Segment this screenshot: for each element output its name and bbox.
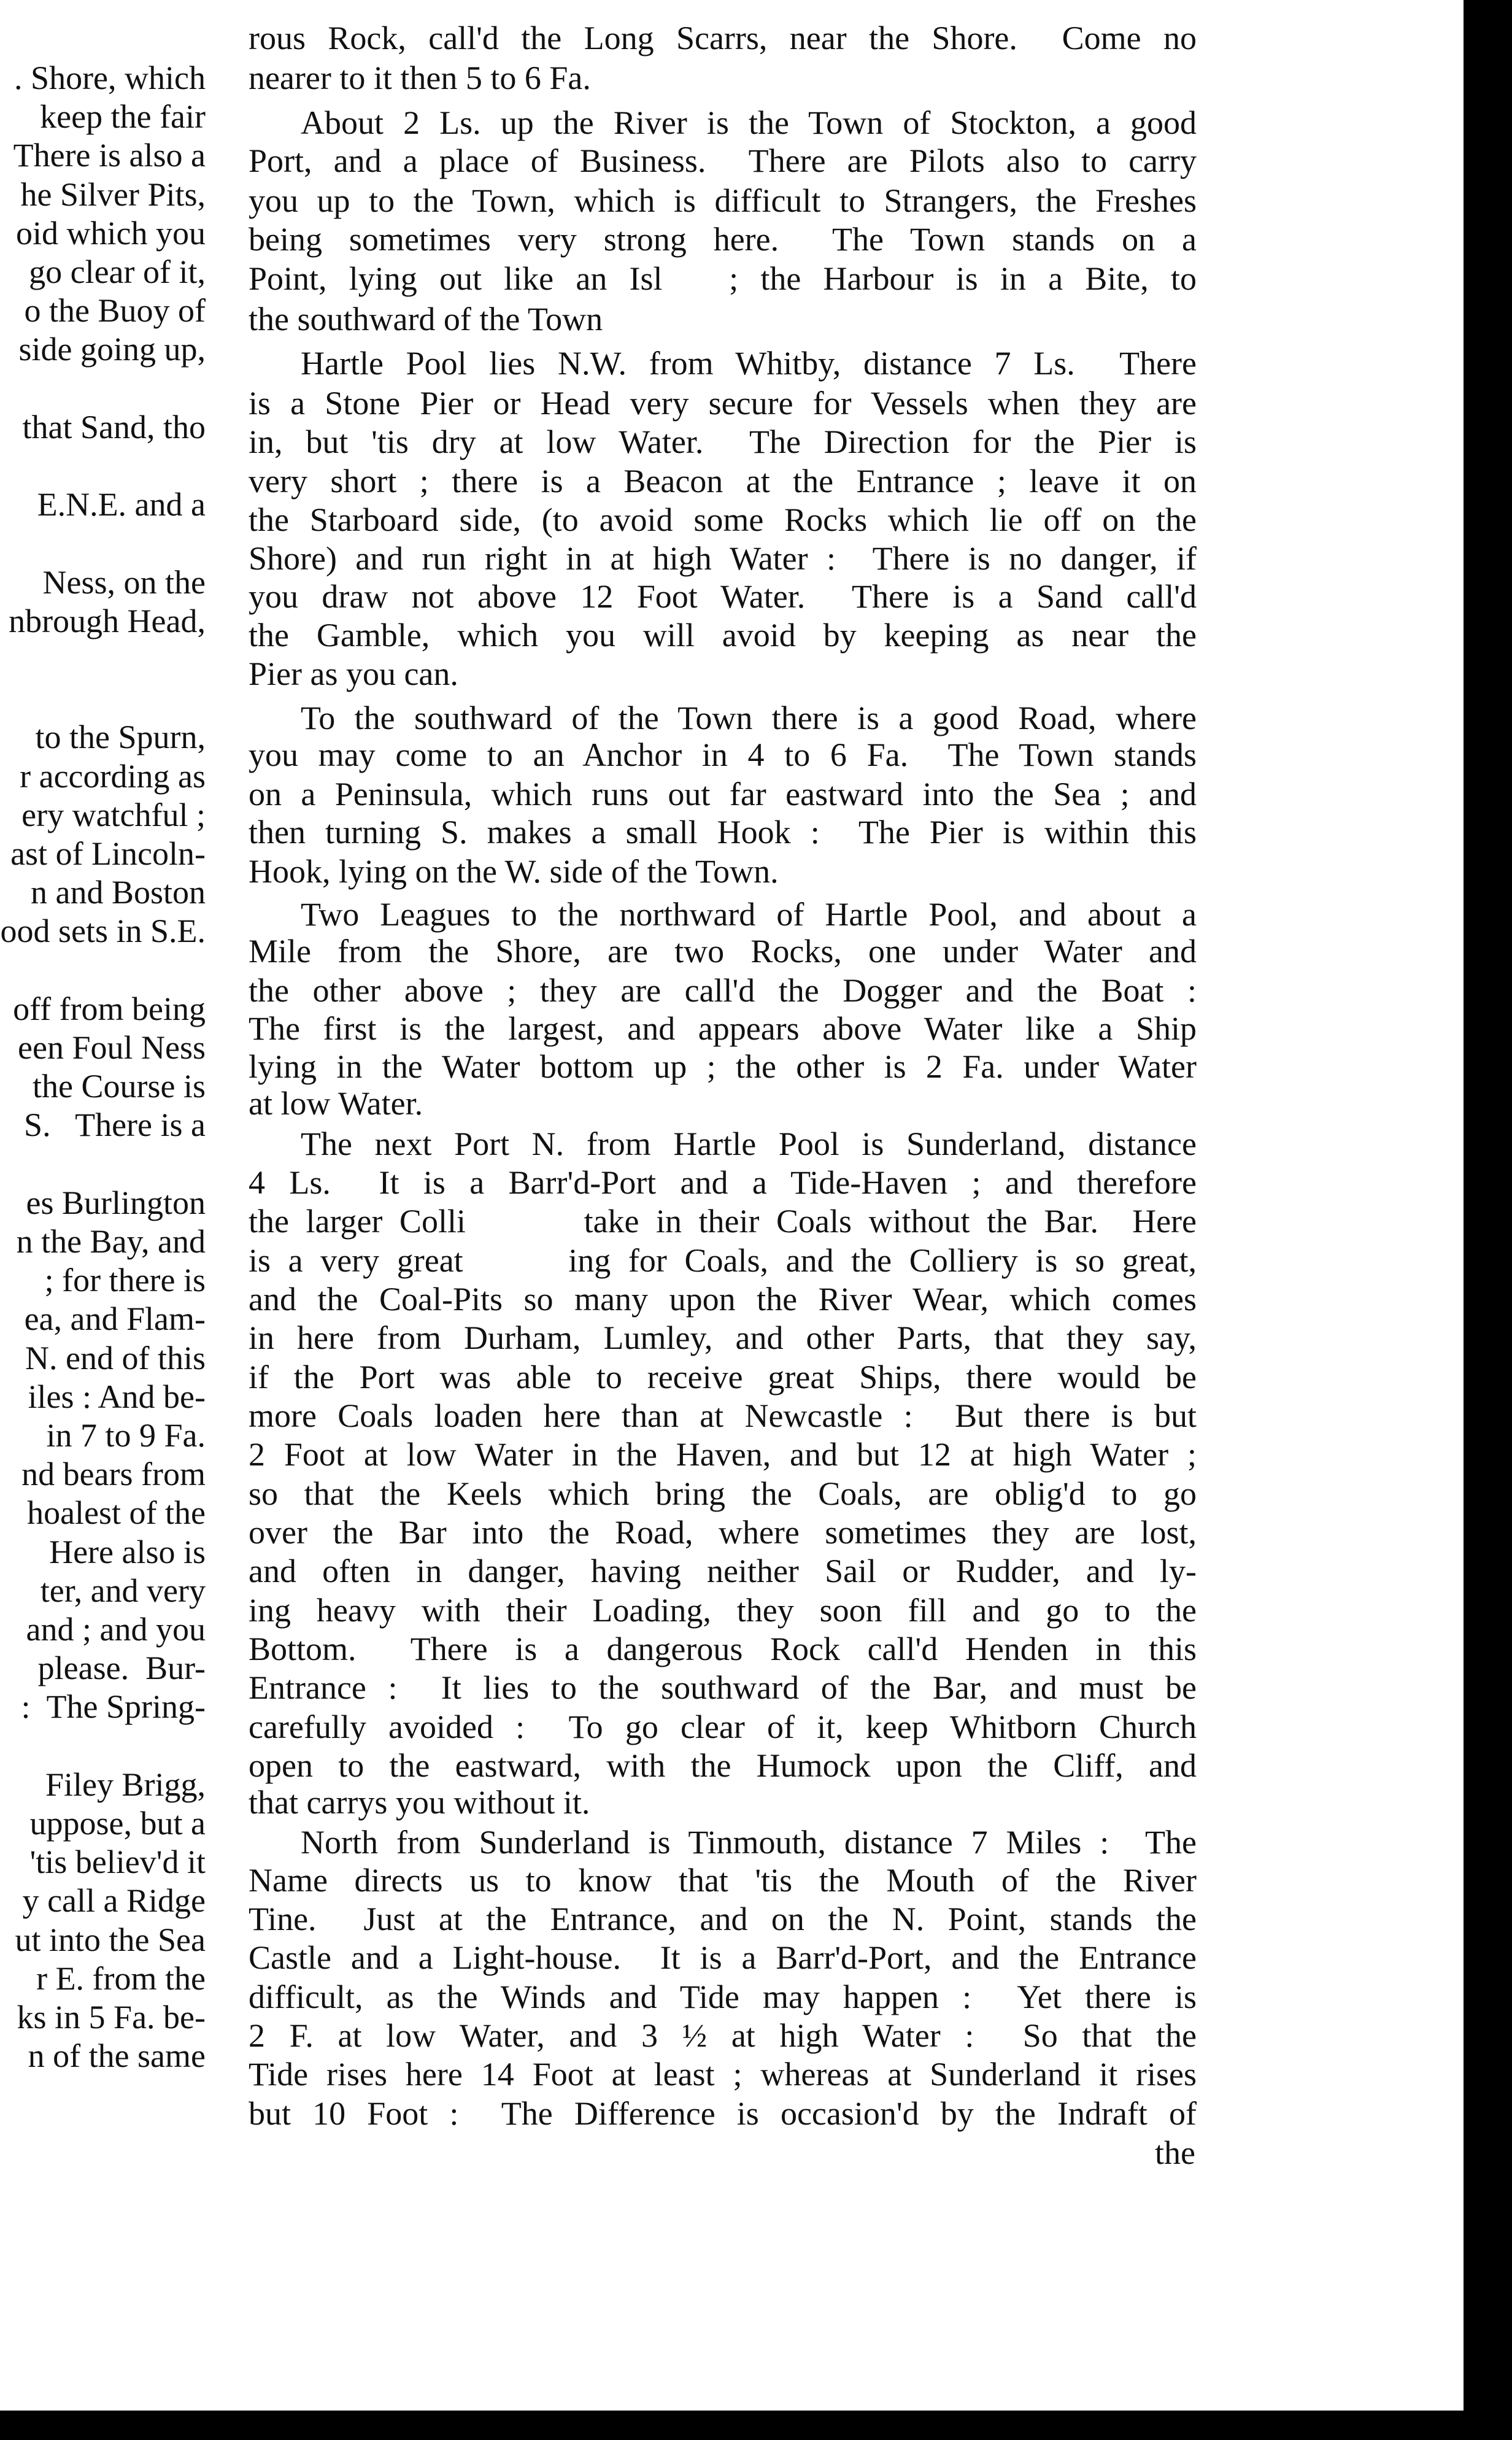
left-column-line: n and Boston [30, 874, 206, 911]
left-column-line: Here also is [49, 1534, 206, 1570]
text-line: open to the eastward, with the Humock upon the Cliff, and [249, 1747, 1197, 1784]
left-column-line: . Shore, which [14, 60, 206, 96]
left-column-line: N. end of this [25, 1340, 206, 1376]
text-line: in here from Durham, Lumley, and other Parts, that they say, [249, 1319, 1197, 1356]
left-column-line: E.N.E. and a [37, 486, 206, 523]
text-line: then turning S. makes a small Hook : The Pier is within this [249, 814, 1197, 851]
text-line: you may come to an Anchor in 4 to 6 Fa. The Town stands [249, 736, 1197, 773]
text-line: Tide rises here 14 Foot at least ; whereas at Sunderland it rises [249, 2056, 1197, 2093]
text-line: the larger Colli take in their Coals without the Bar. Here [249, 1203, 1197, 1240]
text-line: Pier as you can. [249, 655, 458, 692]
left-column-line: 'tis believ'd it [29, 1844, 206, 1880]
text-line: you draw not above 12 Foot Water. There is a Sand call'd [249, 578, 1197, 615]
text-line: and often in danger, having neither Sail or Rudder, and ly- [249, 1553, 1197, 1589]
text-line: the Gamble, which you will avoid by keeping as near the [249, 617, 1197, 654]
left-column-line: Ness, on the [42, 564, 206, 601]
left-column-line: r according as [20, 758, 206, 795]
left-column-line: ood sets in S.E. [0, 913, 206, 949]
left-column-line: that Sand, tho [22, 409, 206, 446]
text-line: Name directs us to know that 'tis the Mouth of the River [249, 1862, 1197, 1899]
left-column-line: side going up, [18, 331, 206, 368]
text-line: the Starboard side, (to avoid some Rocks which lie off on the [249, 501, 1197, 538]
left-column-line: nd bears from [21, 1456, 206, 1492]
left-column-line: r E. from the [36, 1960, 206, 1997]
text-line: 2 Foot at low Water in the Haven, and but 12 at high Water ; [249, 1436, 1197, 1473]
text-line: The first is the largest, and appears above Water like a Ship [249, 1010, 1197, 1047]
text-line: Hartle Pool lies N.W. from Whitby, distance 7 Ls. There [301, 345, 1197, 382]
left-column-line: es Burlington [26, 1184, 206, 1221]
text-line: About 2 Ls. up the River is the Town of Stockton, a good [301, 104, 1197, 141]
text-line: is a Stone Pier or Head very secure for Vessels when they are [249, 385, 1197, 422]
text-line: difficult, as the Winds and Tide may happen : Yet there is [249, 1979, 1197, 2015]
left-column-line: ea, and Flam- [24, 1300, 206, 1337]
text-line: over the Bar into the Road, where sometimes they are lost, [249, 1514, 1197, 1551]
left-column-line: Filey Brigg, [45, 1766, 206, 1803]
text-line: Entrance : It lies to the southward of the Bar, and must be [249, 1669, 1197, 1706]
left-column-line: iles : And be- [28, 1378, 206, 1415]
text-line: very short ; there is a Beacon at the Entrance ; leave it on [249, 463, 1197, 500]
text-line: To the southward of the Town there is a good Road, where [301, 700, 1197, 736]
text-line: lying in the Water bottom up ; the other is 2 Fa. under Water [249, 1048, 1197, 1085]
text-line: 2 F. at low Water, and 3 ½ at high Water : So that the [249, 2017, 1197, 2054]
left-column-line: he Silver Pits, [20, 176, 206, 213]
left-column-line: keep the fair [40, 98, 206, 135]
text-line: if the Port was able to receive great Ships, there would be [249, 1359, 1197, 1396]
left-column-line: nbrough Head, [9, 603, 206, 639]
left-column-line: hoalest of the [27, 1494, 206, 1531]
text-line: Two Leagues to the northward of Hartle Pool, and about a [301, 896, 1197, 933]
text-line: ing heavy with their Loading, they soon fill and go to the [249, 1592, 1197, 1629]
left-column-line: please. Bur- [37, 1650, 206, 1686]
scan-border-right [1464, 0, 1512, 2440]
left-column-line: in 7 to 9 Fa. [46, 1417, 206, 1454]
text-line: Shore) and run right in at high Water : There is no danger, if [249, 540, 1197, 577]
text-line: and the Coal-Pits so many upon the River Wear, which comes [249, 1281, 1197, 1318]
text-line: Mile from the Shore, are two Rocks, one under Water and [249, 933, 1197, 970]
text-line: Port, and a place of Business. There are Pilots also to carry [249, 142, 1197, 179]
text-line: but 10 Foot : The Difference is occasion'd by the Indraft of [249, 2095, 1197, 2132]
text-line: nearer to it then 5 to 6 Fa. [249, 60, 591, 96]
text-line: on a Peninsula, which runs out far eastward into the Sea ; and [249, 776, 1197, 813]
text-line: is a very great ing for Coals, and the Colliery is so great, [249, 1242, 1197, 1279]
left-column-line: There is also a [13, 137, 206, 174]
left-column-line: ks in 5 Fa. be- [17, 1999, 206, 2036]
left-column-line: to the Spurn, [35, 719, 206, 755]
left-column-line: o the Buoy of [24, 292, 206, 329]
text-line: Tine. Just at the Entrance, and on the N. Point, stands the [249, 1901, 1197, 1937]
left-column-line: go clear of it, [29, 253, 206, 290]
left-column-line: ut into the Sea [15, 1921, 206, 1958]
text-line: so that the Keels which bring the Coals, are oblig'd to go [249, 1475, 1197, 1512]
scan-border-bottom [0, 2411, 1512, 2440]
left-column-line: uppose, but a [29, 1805, 206, 1842]
text-line: rous Rock, call'd the Long Scarrs, near the Shore. Come no [249, 20, 1197, 56]
text-line: you up to the Town, which is difficult to Strangers, the Freshes [249, 182, 1197, 219]
left-column-line: n the Bay, and [16, 1223, 206, 1260]
left-column-line: een Foul Ness [18, 1029, 206, 1066]
text-line: at low Water. [249, 1085, 423, 1122]
left-column-line: off from being [13, 990, 206, 1027]
text-line: 4 Ls. It is a Barr'd-Port and a Tide-Haven ; and therefore [249, 1164, 1197, 1201]
left-column-line: y call a Ridge [22, 1882, 206, 1919]
left-column-line: : The Spring- [21, 1688, 206, 1725]
text-line: in, but 'tis dry at low Water. The Direction for the Pier is [249, 423, 1197, 460]
text-line: being sometimes very strong here. The Town stands on a [249, 221, 1197, 258]
text-line: the other above ; they are call'd the Dogger and the Boat : [249, 972, 1197, 1009]
text-line: Point, lying out like an Isl ; the Harbour is in a Bite, to [249, 260, 1197, 297]
text-line: more Coals loaden here than at Newcastle : But there is but [249, 1397, 1197, 1434]
text-line: Bottom. There is a dangerous Rock call'd Henden in this [249, 1631, 1197, 1667]
left-column-line: and ; and you [26, 1611, 206, 1648]
left-column-line: ast of Lincoln- [10, 835, 206, 872]
text-line: North from Sunderland is Tinmouth, distance 7 Miles : The [301, 1824, 1197, 1861]
text-line: that carrys you without it. [249, 1784, 590, 1821]
left-column-line: the Course is [33, 1068, 206, 1105]
left-column-line: S. There is a [24, 1106, 206, 1143]
left-column-line: ; for there is [44, 1262, 206, 1299]
text-line: the southward of the Town [249, 301, 603, 338]
catchword: the [1155, 2134, 1195, 2171]
left-column-line: ery watchful ; [21, 797, 206, 833]
left-column-line: n of the same [28, 2037, 206, 2074]
text-line: The next Port N. from Hartle Pool is Sunderland, distance [301, 1125, 1197, 1162]
text-line: Castle and a Light-house. It is a Barr'd-Port, and the Entrance [249, 1939, 1197, 1976]
left-column-line: oid which you [16, 215, 206, 252]
text-line: carefully avoided : To go clear of it, keep Whitborn Church [249, 1708, 1197, 1745]
left-column-line: ter, and very [40, 1572, 206, 1609]
text-line: Hook, lying on the W. side of the Town. [249, 853, 779, 890]
